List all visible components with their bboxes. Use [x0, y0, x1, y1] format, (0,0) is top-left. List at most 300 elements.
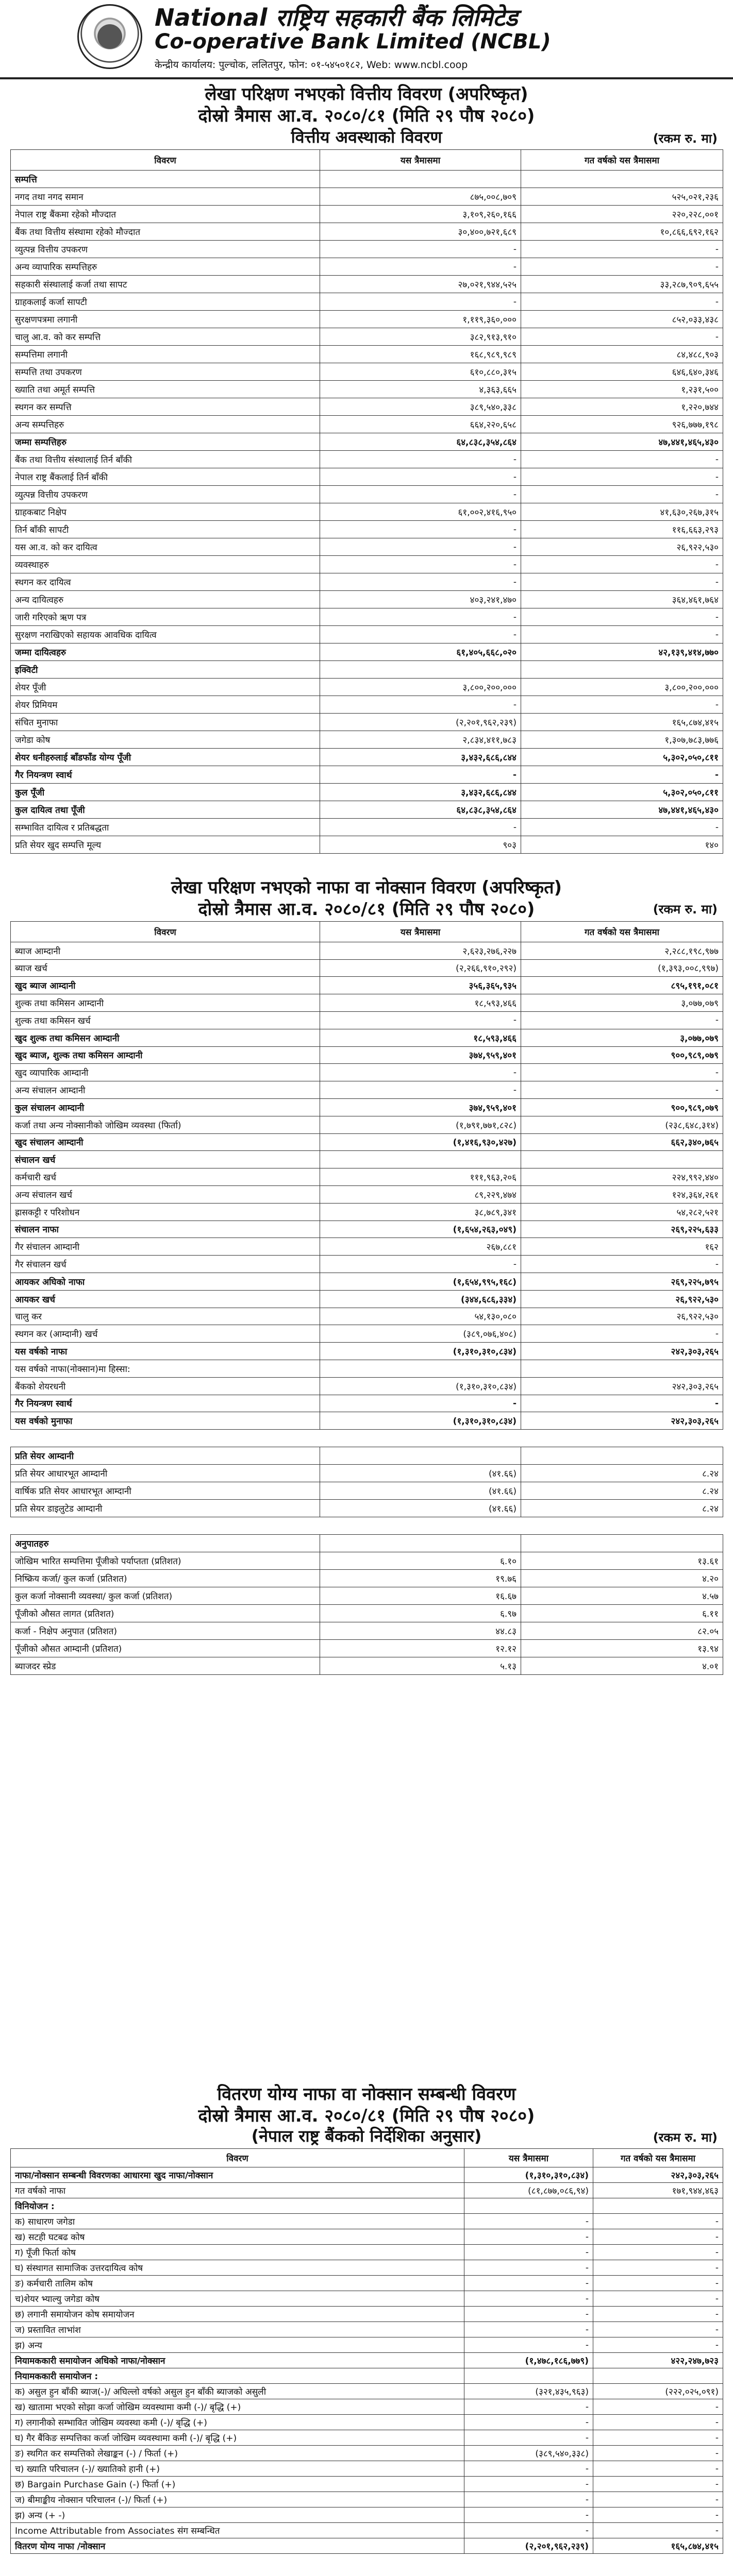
s3-cell: - — [464, 2245, 593, 2260]
s3-cell — [464, 2198, 593, 2214]
s1-row — [11, 556, 723, 573]
s1-header-0: विवरण — [11, 150, 320, 171]
s1-cell: ३३,२८७,९०९,६५५ — [521, 276, 723, 293]
s2-cell: (१,३१०,३१०,८३४) — [320, 1377, 521, 1395]
s1-cell: - — [521, 696, 723, 714]
s3-cell: नियामककारी समायोजन : — [11, 2368, 464, 2384]
s3-row — [11, 2430, 723, 2446]
s1-cell: - — [320, 293, 521, 311]
bank-name-line2: Co-operative Bank Limited (NCBL) — [155, 30, 551, 54]
s3-cell — [593, 2368, 723, 2384]
s3-cell: - — [593, 2322, 723, 2337]
s3-header-1: यस त्रैमासमा — [464, 2149, 593, 2167]
s1-row — [11, 188, 723, 206]
s2-cell: ९००,९८९,०७९ — [521, 1046, 723, 1064]
s1-title1: लेखा परिक्षण नभएको वित्तीय विवरण (अपरिष्कृत) — [205, 84, 528, 105]
s3-cell: - — [464, 2399, 593, 2415]
s1-cell: - — [320, 819, 521, 836]
s3-cell: - — [464, 2276, 593, 2291]
s2-cell: - — [521, 1256, 723, 1273]
s1-cell: तिर्न बाँकी सापटी — [11, 521, 320, 538]
s1-cell: ६१,००२,४१६,९५० — [320, 503, 521, 521]
s2-cell: चालु कर — [11, 1308, 320, 1325]
s2-row — [11, 1290, 723, 1308]
s2-cell: (१,३१०,३१०,८३४) — [320, 1343, 521, 1360]
s2-header-0: विवरण — [11, 922, 320, 942]
s2-row — [11, 1447, 723, 1465]
s1-row — [11, 468, 723, 486]
s1-cell: व्युत्पन्न वित्तीय उपकरण — [11, 241, 320, 258]
s2-header-1: यस त्रैमासमा — [320, 922, 521, 942]
s3-cell: - — [464, 2229, 593, 2245]
s3-cell: - — [464, 2507, 593, 2523]
s3-cell: (२,२०१,९६२,२३९) — [464, 2538, 593, 2554]
s3-cell: नाफा/नोक्सान सम्बन्धी विवरणका आधारमा खुद नाफा/नोक्सान — [11, 2167, 464, 2183]
s1-row — [11, 749, 723, 766]
s1-cell: सम्पत्ति तथा उपकरण — [11, 363, 320, 381]
s3-cell: ङ) कर्मचारी तालिम कोष — [11, 2276, 464, 2291]
s1-cell: व्यवस्थाहरु — [11, 556, 320, 573]
s3-cell: - — [593, 2430, 723, 2446]
s2-cell: २२४,९९२,४४० — [521, 1168, 723, 1186]
s2-cell: वार्षिक प्रति सेयर आधारभूत आम्दानी — [11, 1482, 320, 1500]
s1-row — [11, 206, 723, 223]
s1-row — [11, 661, 723, 679]
s2-row — [11, 1256, 723, 1273]
s2-row — [11, 1343, 723, 1360]
s3-unit: (रकम रु. मा) — [653, 2130, 718, 2145]
s1-row — [11, 521, 723, 538]
s1-cell: - — [521, 468, 723, 486]
s2-cell: ह्रासकट्टी र परिशोधन — [11, 1203, 320, 1221]
s3-cell: (१,३१०,३१०,८३४) — [464, 2167, 593, 2183]
s3-row — [11, 2415, 723, 2430]
s2-row — [11, 959, 723, 977]
s1-cell: - — [521, 766, 723, 784]
s1-cell: - — [521, 328, 723, 346]
s2-cell: २४२,३०३,२६५ — [521, 1412, 723, 1430]
s2-row — [11, 1203, 723, 1221]
s2-cell: आयकर खर्च — [11, 1290, 320, 1308]
s3-row — [11, 2276, 723, 2291]
s1-cell: - — [521, 293, 723, 311]
s2-cell: ६.११ — [521, 1605, 723, 1622]
s1-cell: संचित मुनाफा — [11, 714, 320, 731]
s2-cell: ३७४,९५९,४०१ — [320, 1098, 521, 1116]
s1-cell: ३,४३२,६८६,८४४ — [320, 749, 521, 766]
s1-cell: अन्य व्यापारिक सम्पत्तिहरु — [11, 258, 320, 276]
s2-cell: ८९५,१९१,०८१ — [521, 977, 723, 994]
s3-header-0: विवरण — [11, 2149, 464, 2167]
s1-row — [11, 696, 723, 714]
s3-cell: नियामककारी समायोजन अधिको नाफा/नोक्सान — [11, 2353, 464, 2368]
s2-cell: शुल्क तथा कमिसन आम्दानी — [11, 994, 320, 1012]
s2-row — [11, 1465, 723, 1482]
s3-row — [11, 2384, 723, 2399]
s1-cell: ८५२,०३३,४३८ — [521, 311, 723, 328]
s3-cell: - — [593, 2492, 723, 2507]
s1-cell: अन्य दायित्वहरु — [11, 591, 320, 608]
s2-cell: ३५६,३६५,९३५ — [320, 977, 521, 994]
s2-row — [11, 1046, 723, 1064]
s2-cell: स्थगन कर (आम्दानी) खर्च — [11, 1325, 320, 1343]
s2-cell: २६९,२२५,७९५ — [521, 1273, 723, 1290]
s1-cell: अन्य सम्पत्तिहरु — [11, 416, 320, 433]
s3-cell: च) ख्याति परिचालन (-)/ ख्यातिको हानी (+) — [11, 2461, 464, 2477]
s1-cell: ९०३ — [320, 836, 521, 854]
s3-cell: - — [593, 2276, 723, 2291]
s3-cell: (३२१,४३५,९६३) — [464, 2384, 593, 2399]
s2-cell: शुल्क तथा कमिसन खर्च — [11, 1011, 320, 1029]
s2-cell: (१,४१६,९३०,४२७) — [320, 1133, 521, 1151]
s1-cell: - — [521, 819, 723, 836]
s1-row — [11, 363, 723, 381]
s3-cell: - — [593, 2461, 723, 2477]
s2-row — [11, 1640, 723, 1657]
s2-row — [11, 1011, 723, 1029]
s3-row — [11, 2260, 723, 2276]
s3-cell: गत वर्षको नाफा — [11, 2183, 464, 2198]
s2-cell: - — [320, 1395, 521, 1412]
s3-cell: छ) Bargain Purchase Gain (-) फिर्ता (+) — [11, 2477, 464, 2492]
s1-header-1: यस त्रैमासमा — [320, 150, 521, 171]
s3-cell: - — [593, 2291, 723, 2307]
s2-cell: ४४.८३ — [320, 1622, 521, 1640]
s2-row — [11, 1064, 723, 1081]
s2-cell: ६.९७ — [320, 1605, 521, 1622]
s1-cell: १६८,९८९,९८९ — [320, 346, 521, 363]
s1-cell: ११६,६६३,२९३ — [521, 521, 723, 538]
s2-cell: २६,९२२,५३० — [521, 1308, 723, 1325]
s1-row — [11, 223, 723, 241]
s1-cell: सम्पत्ति — [11, 171, 320, 188]
s2-cell: ९००,९८९,०७९ — [521, 1098, 723, 1116]
s1-cell: ५,३०२,०५०,८११ — [521, 784, 723, 801]
s2-cell: ३७४,९५९,४०१ — [320, 1046, 521, 1064]
s1-cell: ६४,८३८,३५४,८६४ — [320, 433, 521, 451]
s1-cell: - — [320, 573, 521, 591]
s3-cell: ४२२,२४७,७२३ — [593, 2353, 723, 2368]
s1-cell: स्थगन कर सम्पत्ति — [11, 398, 320, 416]
s1-cell: ३,४३२,६८६,८४४ — [320, 784, 521, 801]
s1-cell: ख्याति तथा अमूर्त सम्पत्ति — [11, 381, 320, 398]
s3-cell: ख) सटही घटबढ कोष — [11, 2229, 464, 2245]
s3-cell: ज) प्रस्तावित लाभांश — [11, 2322, 464, 2337]
s1-row — [11, 573, 723, 591]
s2-cell: २६,९२२,५३० — [521, 1290, 723, 1308]
s2-row — [11, 1238, 723, 1256]
s3-cell: - — [593, 2260, 723, 2276]
s1-cell: ५,३०२,०५०,८११ — [521, 749, 723, 766]
s3-cell: - — [464, 2415, 593, 2430]
s1-cell: - — [521, 241, 723, 258]
s1-cell: ४१,६३०,२६७,३१५ — [521, 503, 723, 521]
s2-cell: (१,६५४,९९५,१६८) — [320, 1273, 521, 1290]
s1-cell: यस आ.व. को कर दायित्व — [11, 538, 320, 556]
s2-cell: ब्याज आम्दानी — [11, 942, 320, 959]
s2-row — [11, 1168, 723, 1186]
s2-cell: खुद शुल्क तथा कमिसन आम्दानी — [11, 1029, 320, 1046]
s2-cell: ३,०७७,०७९ — [521, 994, 723, 1012]
s1-cell: ४७,४४१,४६५,४३० — [521, 433, 723, 451]
s3-row — [11, 2461, 723, 2477]
s1-cell: इक्विटी — [11, 661, 320, 679]
s3-cell: १७१,९४४,४६३ — [593, 2183, 723, 2198]
s2-row — [11, 1029, 723, 1046]
s1-row — [11, 258, 723, 276]
s3-cell: ज) बीमाङ्कीय नोक्सान परिचालन (-)/ फिर्ता (+) — [11, 2492, 464, 2507]
s3-cell: - — [593, 2214, 723, 2229]
s1-cell: - — [521, 626, 723, 643]
s2-cell: - — [320, 1081, 521, 1099]
s2-row — [11, 1552, 723, 1570]
s2-cell: (४१.६६) — [320, 1500, 521, 1517]
s2-row — [11, 1622, 723, 1640]
distributable-profit-table — [10, 2148, 723, 2554]
s1-cell: शेयर धनीहरुलाई बाँडफाँड योग्य पूँजी — [11, 749, 320, 766]
s2-row — [11, 1081, 723, 1099]
bank-address: केन्द्रीय कार्यालय: पुल्चोक, ललितपुर, फोन: ०१-५४५०१८२, Web: www.ncbl.coop — [155, 59, 468, 71]
s1-cell: शेयर प्रिमियम — [11, 696, 320, 714]
s1-row — [11, 328, 723, 346]
s1-cell: - — [521, 486, 723, 503]
s1-cell: - — [521, 573, 723, 591]
s1-unit: (रकम रु. मा) — [653, 131, 718, 146]
s3-cell: झ) अन्य (+ -) — [11, 2507, 464, 2523]
s2-cell: ८.२४ — [521, 1465, 723, 1482]
s3-cell: (१,४७८,१८६,७७९) — [464, 2353, 593, 2368]
s1-cell: - — [320, 556, 521, 573]
s1-cell: जगेडा कोष — [11, 731, 320, 749]
s1-cell: कुल दायित्व तथा पूँजी — [11, 801, 320, 819]
bank-logo — [77, 4, 142, 69]
s1-row — [11, 679, 723, 696]
s3-cell — [593, 2198, 723, 2214]
s2-row — [11, 1151, 723, 1168]
s1-row — [11, 608, 723, 626]
s1-row — [11, 626, 723, 643]
s3-cell: - — [464, 2337, 593, 2353]
s2-cell: खुद ब्याज, शुल्क तथा कमिसन आम्दानी — [11, 1046, 320, 1064]
s2-row — [11, 1325, 723, 1343]
s3-row — [11, 2214, 723, 2229]
s2-cell: संचालन खर्च — [11, 1151, 320, 1168]
s3-cell: च)शेयर भ्याल्यु जगेडा कोष — [11, 2291, 464, 2307]
s2-cell: गैर नियन्त्रण स्वार्थ — [11, 1395, 320, 1412]
s1-cell: - — [521, 608, 723, 626]
s1-cell: २,८३४,४११,७८३ — [320, 731, 521, 749]
s2-row — [11, 994, 723, 1012]
s2-cell: २४२,३०३,२६५ — [521, 1377, 723, 1395]
s2-title1: लेखा परिक्षण नभएको नाफा वा नोक्सान विवरण (अपरिष्कृत) — [171, 877, 562, 898]
s1-row — [11, 276, 723, 293]
s1-cell: जम्मा सम्पत्तिहरु — [11, 433, 320, 451]
s3-cell: ङ) स्थगित कर सम्पत्तिको लेखाङ्कन (-) / फिर्ता (+) — [11, 2446, 464, 2461]
s2-row — [11, 1098, 723, 1116]
s2-cell: - — [521, 1011, 723, 1029]
s3-cell: घ) संस्थागत सामाजिक उत्तरदायित्व कोष — [11, 2260, 464, 2276]
s2-cell: (४१.६६) — [320, 1482, 521, 1500]
s2-cell: गैर संचालन आम्दानी — [11, 1238, 320, 1256]
s1-cell: व्युत्पन्न वित्तीय उपकरण — [11, 486, 320, 503]
s1-cell: जम्मा दायित्वहरु — [11, 643, 320, 661]
s3-row — [11, 2245, 723, 2260]
s3-header-2: गत वर्षको यस त्रैमासमा — [593, 2149, 723, 2167]
s2-cell: ५४,१३०,०८० — [320, 1308, 521, 1325]
s2-row — [11, 1395, 723, 1412]
s2-cell: निष्क्रिय कर्जा/ कुल कर्जा (प्रतिशत) — [11, 1570, 320, 1587]
s2-cell: जोखिम भारित सम्पत्तिमा पूँजीको पर्याप्तता (प्रतिशत) — [11, 1552, 320, 1570]
s2-row — [11, 1133, 723, 1151]
s1-cell: ३,८००,२००,००० — [320, 679, 521, 696]
s2-cell: यस वर्षको नाफा — [11, 1343, 320, 1360]
s2-row — [11, 1308, 723, 1325]
s3-cell: - — [464, 2477, 593, 2492]
s3-cell: विनियोजन : — [11, 2198, 464, 2214]
s2-cell: - — [521, 1064, 723, 1081]
s1-row — [11, 416, 723, 433]
s1-cell: - — [521, 556, 723, 573]
s3-row — [11, 2307, 723, 2322]
bank-name-line1: National राष्ट्रिय सहकारी बैंक लिमिटेड — [155, 4, 518, 31]
s1-cell: बैंक तथा वित्तीय संस्थालाई तिर्न बाँकी — [11, 451, 320, 468]
s2-cell: प्रति सेयर आधारभूत आम्दानी — [11, 1465, 320, 1482]
s1-row — [11, 801, 723, 819]
s2-row — [11, 977, 723, 994]
s1-cell: ३६४,४६१,७६४ — [521, 591, 723, 608]
s2-cell: ५४,२८२,५२१ — [521, 1203, 723, 1221]
s1-row — [11, 433, 723, 451]
s3-cell: छ) लगानी समायोजन कोष समायोजन — [11, 2307, 464, 2322]
s1-cell: १,२२०,७४४ — [521, 398, 723, 416]
s3-cell: - — [464, 2291, 593, 2307]
s2-cell: - — [521, 1325, 723, 1343]
s1-cell: शेयर पूँजी — [11, 679, 320, 696]
s1-cell: गैर नियन्त्रण स्वार्थ — [11, 766, 320, 784]
s1-cell: ९२६,७७७,१९८ — [521, 416, 723, 433]
s1-row — [11, 451, 723, 468]
s1-cell: ८४,४८८,९०३ — [521, 346, 723, 363]
s2-cell — [521, 1360, 723, 1377]
s1-cell — [320, 661, 521, 679]
s3-cell: १६५,८७४,४१५ — [593, 2538, 723, 2554]
s1-cell: ८७५,००८,७०९ — [320, 188, 521, 206]
s3-row — [11, 2322, 723, 2337]
s1-cell: - — [320, 521, 521, 538]
s1-cell: ५२५,०२१,२३६ — [521, 188, 723, 206]
s1-cell: सहकारी संस्थालाई कर्जा तथा सापट — [11, 276, 320, 293]
s1-cell: बैंक तथा वित्तीय संस्थामा रहेको मौज्दात — [11, 223, 320, 241]
s2-cell: ३,०७७,०७९ — [521, 1029, 723, 1046]
s2-cell: (३८९,०७६,४०८) — [320, 1325, 521, 1343]
s2-row — [11, 1116, 723, 1133]
s3-row — [11, 2477, 723, 2492]
s1-row — [11, 346, 723, 363]
s2-cell: २४२,३०३,२६५ — [521, 1343, 723, 1360]
s1-cell: ६६४,२२०,६५८ — [320, 416, 521, 433]
s3-row — [11, 2353, 723, 2368]
s3-cell: - — [464, 2214, 593, 2229]
s3-cell: - — [464, 2461, 593, 2477]
s1-cell: ३८९,५४०,३३८ — [320, 398, 521, 416]
s1-cell: - — [320, 608, 521, 626]
s2-cell: ४.०१ — [521, 1657, 723, 1675]
s2-cell: १९.७६ — [320, 1570, 521, 1587]
s1-row — [11, 714, 723, 731]
s1-row — [11, 836, 723, 854]
s2-cell — [320, 1151, 521, 1168]
s1-cell: - — [521, 258, 723, 276]
s1-cell: सम्पत्तिमा लगानी — [11, 346, 320, 363]
s1-cell: - — [320, 766, 521, 784]
s2-cell — [320, 1360, 521, 1377]
s1-cell: - — [320, 626, 521, 643]
s1-cell: - — [521, 451, 723, 468]
s2-cell: (३४४,६८६,३३४) — [320, 1290, 521, 1308]
s2-cell: १८,५९३,४६६ — [320, 1029, 521, 1046]
s1-cell: ४७,४४१,४६५,४३० — [521, 801, 723, 819]
s1-row — [11, 398, 723, 416]
s1-cell: नगद तथा नगद समान — [11, 188, 320, 206]
s1-row — [11, 293, 723, 311]
s2-cell: ८२.०५ — [521, 1622, 723, 1640]
s2-cell: (१,३१०,३१०,८३४) — [320, 1412, 521, 1430]
s2-title2: दोस्रो त्रैमास आ.व. २०८०/८१ (मिति २९ पौष २०८०) — [198, 899, 535, 920]
s3-row — [11, 2183, 723, 2198]
s3-cell: - — [593, 2337, 723, 2353]
s3-row — [11, 2446, 723, 2461]
s2-cell: (२,२६६,९१०,२९२) — [320, 959, 521, 977]
s3-cell: - — [593, 2477, 723, 2492]
s1-cell: १६५,८७४,४१५ — [521, 714, 723, 731]
s1-cell: नेपाल राष्ट्र बैंकलाई तिर्न बाँकी — [11, 468, 320, 486]
s1-cell: १४० — [521, 836, 723, 854]
s3-cell: - — [593, 2229, 723, 2245]
s3-cell: (३८९,५४०,३३८) — [464, 2446, 593, 2461]
s1-cell — [320, 171, 521, 188]
s2-cell: खुद संचालन आम्दानी — [11, 1133, 320, 1151]
s1-cell: - — [320, 451, 521, 468]
s2-cell: गैर संचालन खर्च — [11, 1256, 320, 1273]
s2-row — [11, 1360, 723, 1377]
s3-cell: - — [464, 2322, 593, 2337]
s2-cell: कर्जा तथा अन्य नोक्सानीको जोखिम व्यवस्था (फिर्ता) — [11, 1116, 320, 1133]
s1-row — [11, 381, 723, 398]
s2-cell: ४.२० — [521, 1570, 723, 1587]
s3-cell: - — [464, 2260, 593, 2276]
s2-cell: ८.२४ — [521, 1482, 723, 1500]
s1-row — [11, 591, 723, 608]
s3-cell: - — [593, 2245, 723, 2260]
s2-row — [11, 1605, 723, 1622]
s3-title1: वितरण योग्य नाफा वा नोक्सान सम्बन्धी विवरण — [217, 2084, 516, 2105]
s1-cell: चालु आ.व. को कर सम्पत्ति — [11, 328, 320, 346]
s2-cell: १६.६७ — [320, 1587, 521, 1605]
s3-cell: ख) खातामा भएको सोझा कर्जा जोखिम व्यवस्थामा कमी (-)/ बृद्धि (+) — [11, 2399, 464, 2415]
s2-cell: पूँजीको औसत लागत (प्रतिशत) — [11, 1605, 320, 1622]
s2-cell: ६.१० — [320, 1552, 521, 1570]
s3-row — [11, 2399, 723, 2415]
s2-cell: १११,९६३,२०६ — [320, 1168, 521, 1186]
s2-cell: १२४,३६४,२६१ — [521, 1185, 723, 1203]
s2-cell: ३८,७८९,३४१ — [320, 1203, 521, 1221]
s1-row — [11, 538, 723, 556]
s2-cell: ४.५७ — [521, 1587, 723, 1605]
s1-cell: १,११९,३६०,००० — [320, 311, 521, 328]
s1-title3: वित्तीय अवस्थाको विवरण — [291, 127, 442, 147]
s2-cell: खुद व्यापारिक आम्दानी — [11, 1064, 320, 1081]
s3-cell: - — [593, 2307, 723, 2322]
